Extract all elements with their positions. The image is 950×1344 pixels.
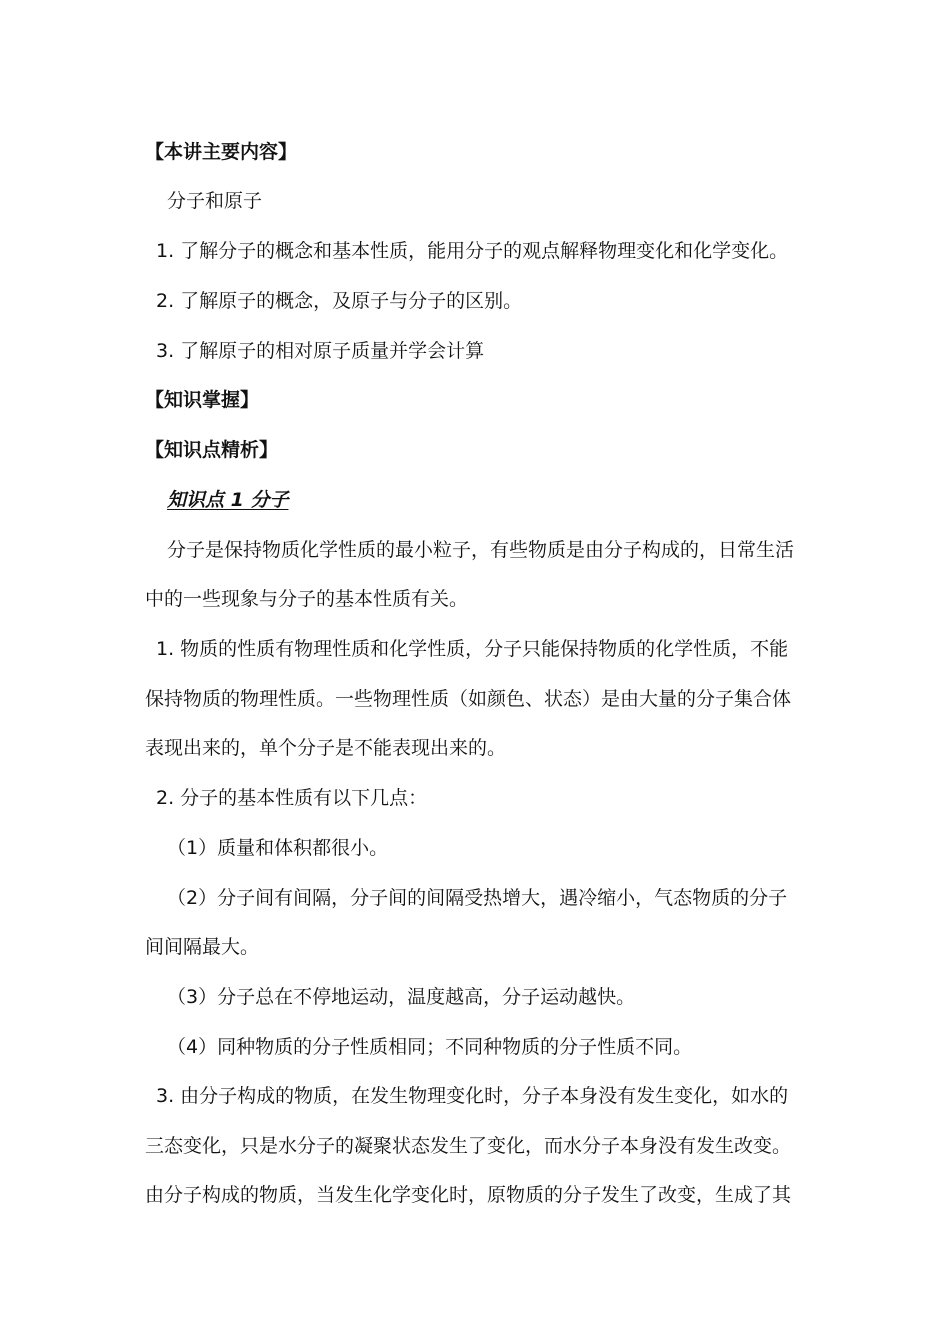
paragraph-line: 2. 分子的基本性质有以下几点： [156,787,428,809]
objective-item: 2. 了解原子的概念，及原子与分子的区别。 [156,290,523,312]
topic-title: 分子和原子 [167,190,263,212]
section-heading-knowledge: 【知识掌握】 [145,389,260,411]
section-heading-main-content: 【本讲主要内容】 [145,141,298,163]
property-item: （2）分子间有间隔，分子间的间隔受热增大，遇冷缩小，气态物质的分子 [167,887,788,909]
paragraph-line: 保持物质的物理性质。一些物理性质（如颜色、状态）是由大量的分子集合体 [145,688,792,710]
paragraph-line: 分子是保持物质化学性质的最小粒子，有些物质是由分子构成的，日常生活 [167,539,795,561]
paragraph-line: 三态变化，只是水分子的凝聚状态发生了变化，而水分子本身没有发生改变。 [145,1135,792,1157]
section-heading-analysis: 【知识点精析】 [145,439,279,461]
paragraph-line: 1. 物质的性质有物理性质和化学性质，分子只能保持物质的化学性质，不能 [156,638,789,660]
paragraph-line: 中的一些现象与分子的基本性质有关。 [145,588,469,610]
property-item: 间间隔最大。 [145,936,260,958]
property-item: （3）分子总在不停地运动，温度越高，分子运动越快。 [167,986,636,1008]
objective-item: 1. 了解分子的概念和基本性质，能用分子的观点解释物理变化和化学变化。 [156,240,789,262]
property-item: （4）同种物质的分子性质相同；不同种物质的分子性质不同。 [167,1036,693,1058]
paragraph-line: 由分子构成的物质，当发生化学变化时，原物质的分子发生了改变，生成了其 [145,1184,792,1206]
knowledge-point-heading: 知识点 1 分子 [167,489,289,511]
paragraph-line: 3. 由分子构成的物质，在发生物理变化时，分子本身没有发生变化，如水的 [156,1085,789,1107]
objective-item: 3. 了解原子的相对原子质量并学会计算 [156,340,485,362]
paragraph-line: 表现出来的，单个分子是不能表现出来的。 [145,737,507,759]
property-item: （1）质量和体积都很小。 [167,837,389,859]
